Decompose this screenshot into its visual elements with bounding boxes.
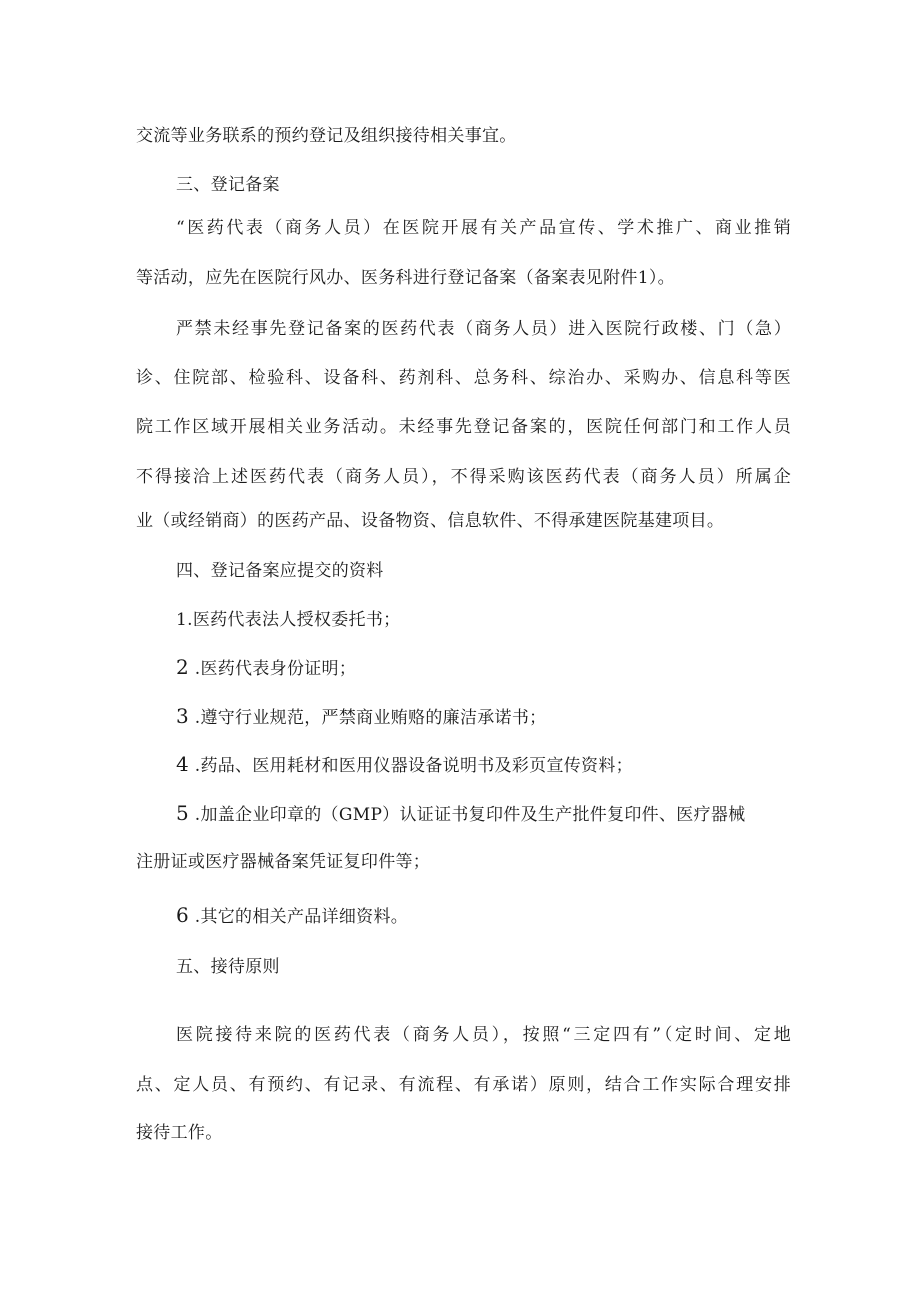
list-item [176,705,836,729]
paragraph-line: 点、定人员、有预约、有记录、有流程、有承诺）原则，结合工作实际合理安排 [136,1075,791,1095]
section-heading-materials: 四、登记备案应提交的资料 [176,561,384,581]
section-heading-reception: 五、接待原则 [176,957,280,977]
paragraph-line: “医药代表（商务人员）在医院开展有关产品宣传、学术推广、商业推销 [176,218,791,238]
list-separator: . [189,756,201,776]
section-heading-registration: 三、登记备案 [176,175,280,195]
paragraph-line: 院工作区域开展相关业务活动。未经事先登记备案的，医院任何部门和工作人员 [136,417,791,437]
list-number: 6 [176,903,190,927]
list-item [176,753,836,777]
list-separator: . [189,659,201,679]
paragraph-line: 不得接洽上述医药代表（商务人员），不得采购该医药代表（商务人员）所属企 [136,467,791,487]
list-item [176,904,836,928]
list-number: 5 [176,801,190,825]
paragraph-line: 等活动，应先在医院行风办、医务科进行登记备案（备案表见附件1）。 [136,268,675,288]
paragraph-line: 交流等业务联系的预约登记及组织接待相关事宜。 [136,126,517,146]
list-separator: . [189,708,201,728]
list-text: 药品、医用耗材和医用仪器设备说明书及彩页宣传资料； [200,756,633,776]
list-item [176,656,836,680]
list-text: 加盖企业印章的（GMP）认证证书复印件及生产批件复印件、医疗器械 [200,805,746,825]
paragraph-line: 接待工作。 [136,1123,223,1143]
list-item-continuation: 注册证或医疗器械备案凭证复印件等； [136,852,431,872]
list-text: 医药代表身份证明； [200,659,357,679]
list-item [176,802,836,826]
paragraph-line: 严禁未经事先登记备案的医药代表（商务人员）进入医院行政楼、门（急） [176,319,791,339]
list-number: 2 [176,655,190,679]
list-number: 3 [176,704,190,728]
paragraph-line: 业（或经销商）的医药产品、设备物资、信息软件、不得承建医院基建项目。 [136,511,725,531]
list-separator: . [189,907,201,927]
list-item: 1.医药代表法人授权委托书； [176,610,401,630]
paragraph-line: 诊、住院部、检验科、设备科、药剂科、总务科、综治办、采购办、信息科等医 [136,368,791,388]
list-number: 4 [176,752,190,776]
list-text: 遵守行业规范，严禁商业贿赂的廉洁承诺书； [200,708,547,728]
paragraph-line: 医院接待来院的医药代表（商务人员），按照“三定四有”（定时间、定地 [176,1025,791,1045]
list-text: 其它的相关产品详细资料。 [200,907,409,927]
list-separator: . [189,805,201,825]
